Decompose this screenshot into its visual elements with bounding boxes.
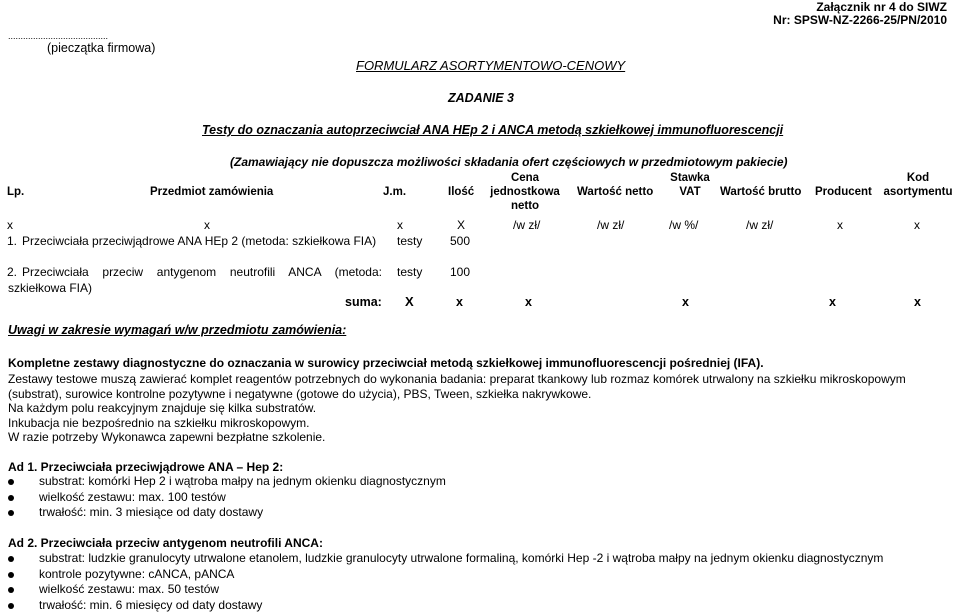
ad1-item-shelf-life: trwałość: min. 3 miesiące od daty dostawy (3, 505, 446, 521)
sum-qty: X (405, 294, 414, 309)
remarks-lines (8, 401, 325, 445)
col-qty: Ilość (448, 186, 475, 198)
remarks-line-training: W razie potrzeby Wykonawca zapewni bezpłatne szkolenie. (8, 430, 326, 444)
row1-lp: 1. (7, 234, 18, 248)
marker-lp: x (7, 218, 13, 232)
sum-net-value: x (525, 295, 532, 309)
col-unit: J.m. (383, 186, 407, 198)
marker-item: x (204, 218, 210, 232)
col-code (882, 171, 954, 199)
col-unit-price-line3: netto (510, 200, 540, 212)
ad2-item-substrate: substrat: ludzkie granulocyty utrwalone etanolem, ludzkie granulocyty utrwalone formaliną, komórki Hep -2 i wątroba małpy na jednym okienku diagnostycznym (3, 551, 883, 567)
col-vat (660, 171, 720, 199)
ad1-item-substrate: substrat: komórki Hep 2 i wątroba małpy na jednym okienku diagnostycznym (3, 474, 446, 490)
ad2-item-kit-size: wielkość zestawu: max. 50 testów (3, 582, 883, 598)
marker-net-value: /w zł/ (597, 218, 625, 232)
ad2-list (3, 551, 883, 613)
marker-unit-price: /w zł/ (513, 218, 541, 232)
marker-producer: x (837, 218, 843, 232)
row1-unit: testy (397, 234, 423, 248)
sum-gross-value: x (682, 295, 689, 309)
col-net-value: Wartość netto (577, 186, 654, 198)
row2-item: Przeciwciała przeciw antygenom neutrofili ANCA (metoda: szkiełkowa FIA) (8, 265, 382, 295)
ad2-title: Ad 2. Przeciwciała przeciw antygenom neutrofili ANCA: (8, 536, 323, 550)
sum-code: x (914, 295, 921, 309)
row2-lp: 2. (7, 265, 18, 279)
ad1-item-kit-size: wielkość zestawu: max. 100 testów (3, 490, 446, 506)
ad1-list (3, 474, 446, 521)
partial-offer-note: (Zamawiający nie dopuszcza możliwości składania ofert częściowych w przedmiotowym pakiecie) (230, 155, 788, 169)
row2-qty: 100 (450, 265, 471, 279)
ad1-title: Ad 1. Przeciwciała przeciwjądrowe ANA – Hep 2: (8, 460, 284, 474)
col-gross-value: Wartość brutto (720, 186, 802, 198)
stamp-label: (pieczątka firmowa) (47, 41, 156, 55)
marker-qty: X (457, 218, 466, 232)
ad2-item-shelf-life: trwałość: min. 6 miesięcy od daty dostawy (3, 598, 883, 614)
col-unit-price-line1: Cena (510, 172, 540, 184)
col-item: Przedmiot zamówienia (150, 186, 274, 198)
col-lp: Lp. (7, 186, 25, 198)
sum-label: suma: (345, 295, 382, 309)
sum-producer: x (829, 295, 836, 309)
row2-unit: testy (397, 265, 423, 279)
row1-item: Przeciwciała przeciwjądrowe ANA HEp 2 (metoda: szkiełkowa FIA) (22, 234, 377, 248)
col-producer: Producent (815, 186, 872, 198)
subject-title: Testy do oznaczania autoprzeciwciał ANA HEp 2 i ANCA metodą szkiełkowej immunofluorescencji (202, 123, 784, 137)
marker-unit: x (397, 218, 403, 232)
marker-code: x (914, 218, 920, 232)
row1-qty: 500 (450, 234, 471, 248)
col-unit-price-line2: jednostkowa (490, 186, 560, 198)
ad2-item-controls: kontrole pozytywne: cANCA, pANCA (3, 567, 883, 583)
col-code-line2: asortymentu (883, 186, 953, 198)
remarks-line-substrates: Na każdym polu reakcyjnym znajduje się kilka substratów. (8, 401, 317, 415)
remarks-line-incubation: Inkubacja nie bezpośrednio na szkiełku mikroskopowym. (8, 415, 310, 430)
task-title: ZADANIE 3 (448, 91, 514, 105)
reference-number: Nr: SPSW-NZ-2266-25/PN/2010 (773, 13, 947, 27)
remarks-heading: Uwagi w zakresie wymagań w/w przedmiotu zamówienia: (8, 323, 347, 337)
attachment-label: Załącznik nr 4 do SIWZ (816, 0, 947, 14)
remarks-kit-description: Kompletne zestawy diagnostyczne do oznaczania w surowicy przeciwciał metodą szkiełkowej immunofluorescencji pośredniej (IFA). (8, 356, 764, 370)
col-vat-line1: Stawka (670, 172, 710, 184)
col-code-line1: Kod (906, 172, 930, 184)
sum-unit-price: x (456, 295, 463, 309)
marker-gross-value: /w zł/ (746, 218, 774, 232)
stamp-dots: ........................................ (8, 31, 109, 41)
form-title: FORMULARZ ASORTYMENTOWO-CENOWY (356, 58, 626, 73)
col-vat-line2: VAT (679, 186, 701, 198)
marker-vat: /w %/ (669, 218, 699, 232)
col-unit-price (487, 171, 563, 213)
remarks-requirements: Zestawy testowe muszą zawierać komplet reagentów potrzebnych do wykonania badania: preparat tkankowy lub rozmaz komórek utrwalony na szkiełku mikroskopowym (substrat), surowice kontrolne pozytywne i negatywne (gotowe do użycia), PBS, Tween, szkiełka nakrywkowe. (8, 372, 906, 401)
